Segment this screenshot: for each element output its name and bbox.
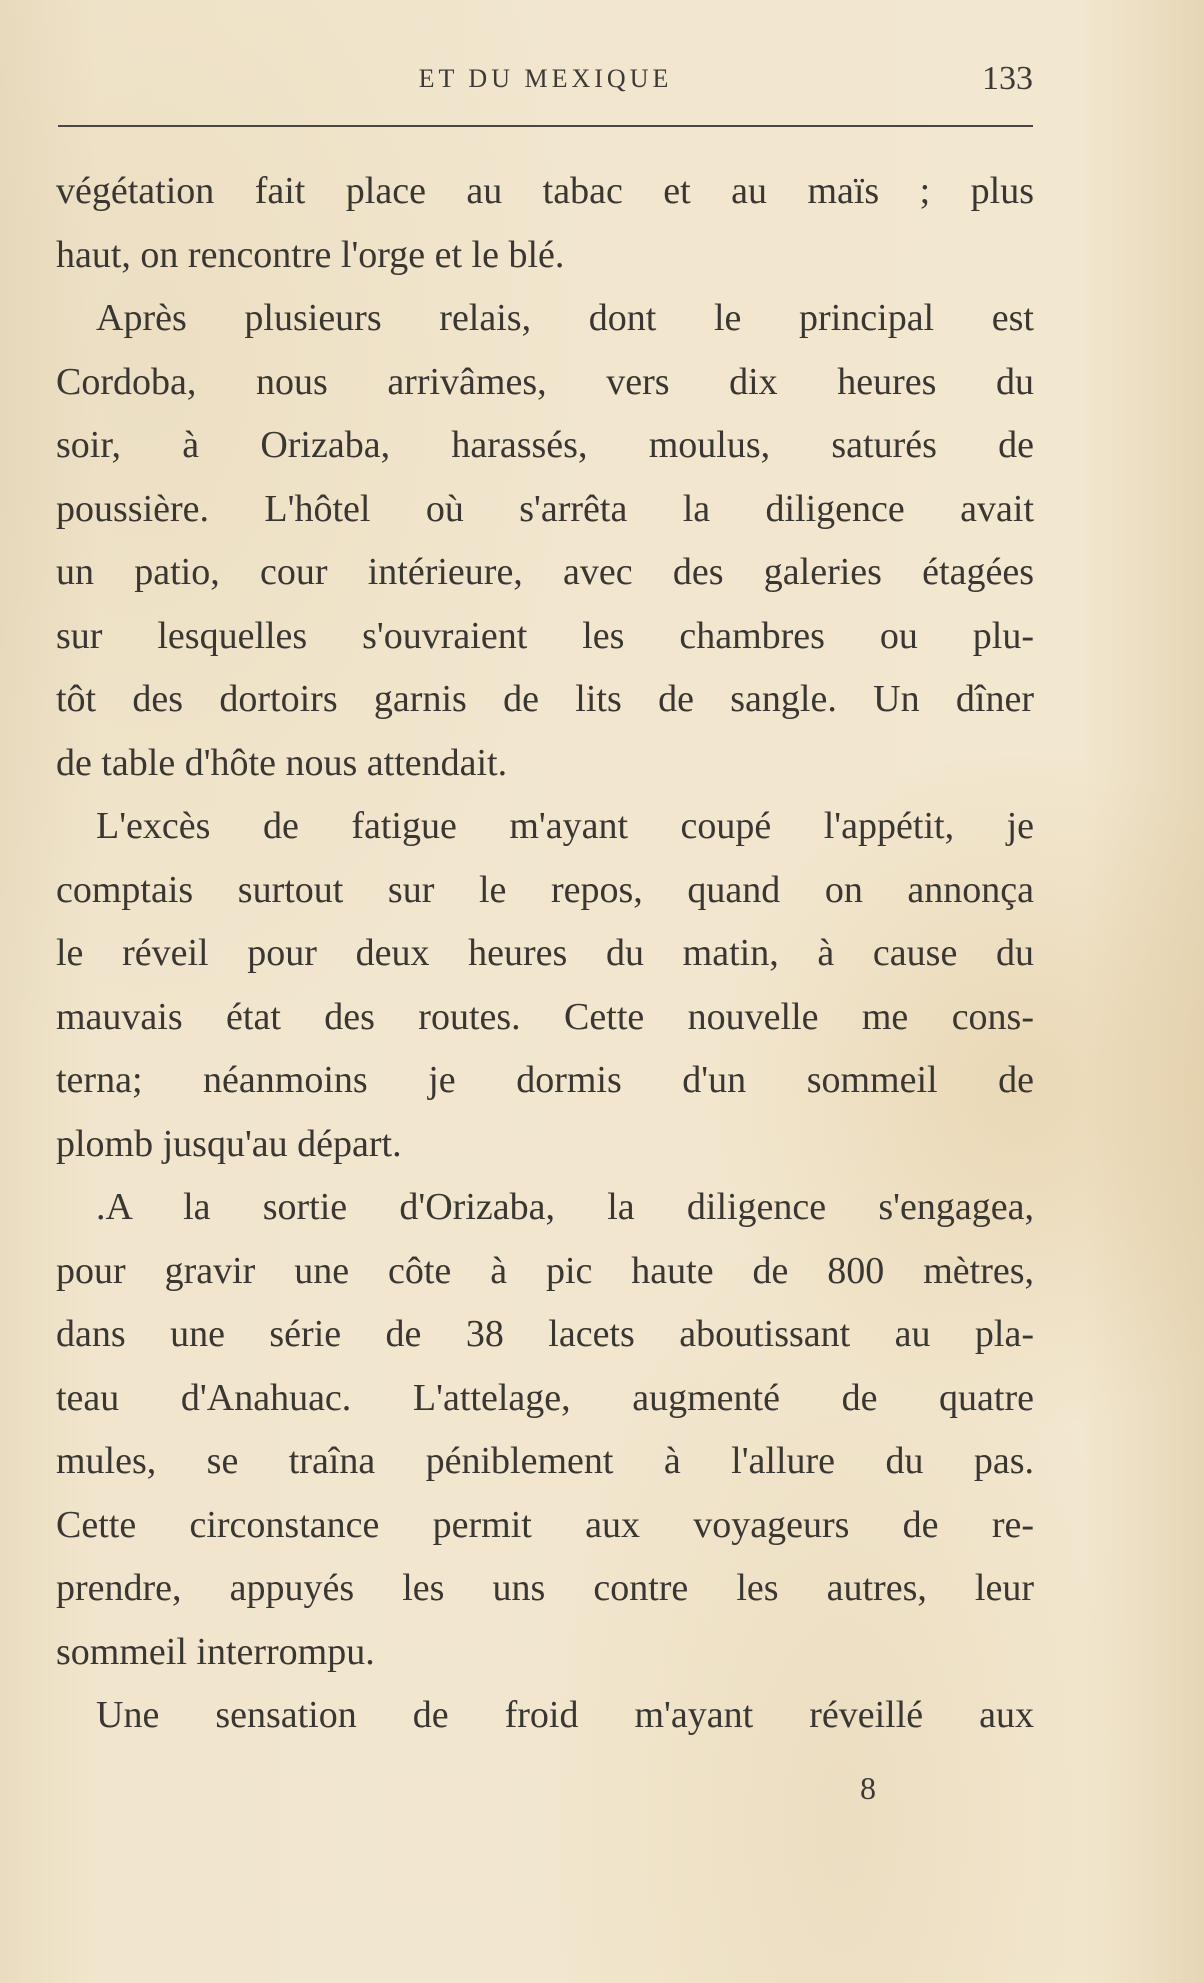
text-line: de table d'hôte nous attendait.: [56, 741, 508, 784]
text-line: Une sensation de froid m'ayant réveillé aux: [96, 1694, 1034, 1736]
text-line: dans une série de 38 lacets aboutissant au pla-: [56, 1313, 1034, 1355]
text-line: sommeil interrompu.: [56, 1630, 375, 1673]
text-line: mauvais état des routes. Cette nouvelle me cons-: [56, 995, 1034, 1038]
text-line: sur lesquelles s'ouvraient les chambres ou plu-: [56, 614, 1034, 657]
text-line: tôt des dortoirs garnis de lits de sangle. Un dîner: [56, 678, 1034, 720]
header-rule: [58, 125, 1033, 127]
signature-mark: 8: [860, 1770, 876, 1806]
text-line: Cordoba, nous arrivâmes, vers dix heures du: [56, 360, 1034, 403]
text-line: végétation fait place au tabac et au maïs ; plus: [56, 170, 1034, 212]
text-line: poussière. L'hôtel où s'arrêta la diligence avait: [56, 487, 1034, 530]
text-line: prendre, appuyés les uns contre les autres, leur: [56, 1567, 1034, 1609]
text-line: haut, on rencontre l'orge et le blé.: [56, 233, 565, 276]
text-line: un patio, cour intérieure, avec des galeries étagées: [56, 551, 1034, 593]
text-line: le réveil pour deux heures du matin, à cause du: [56, 932, 1034, 974]
text-line: L'excès de fatigue m'ayant coupé l'appétit, je: [96, 805, 1034, 847]
text-line: mules, se traîna péniblement à l'allure du pas.: [56, 1440, 1034, 1482]
text-line: teau d'Anahuac. L'attelage, augmenté de quatre: [56, 1376, 1034, 1419]
text-line: soir, à Orizaba, harassés, moulus, saturés de: [56, 424, 1034, 466]
running-title: ET DU MEXIQUE: [418, 64, 673, 93]
text-line: Cette circonstance permit aux voyageurs de re-: [56, 1503, 1034, 1546]
text-line: .A la sortie d'Orizaba, la diligence s'engagea,: [96, 1186, 1034, 1228]
text-line: pour gravir une côte à pic haute de 800 mètres,: [56, 1249, 1034, 1292]
text-line: plomb jusqu'au départ.: [56, 1122, 402, 1165]
page-number: 133: [982, 60, 1033, 97]
body-text: [56, 160, 1034, 1748]
text-line: comptais surtout sur le repos, quand on annonça: [56, 868, 1034, 911]
text-line: Après plusieurs relais, dont le principal est: [96, 297, 1034, 339]
running-head: [58, 60, 1033, 100]
text-line: terna; néanmoins je dormis d'un sommeil de: [56, 1059, 1034, 1101]
